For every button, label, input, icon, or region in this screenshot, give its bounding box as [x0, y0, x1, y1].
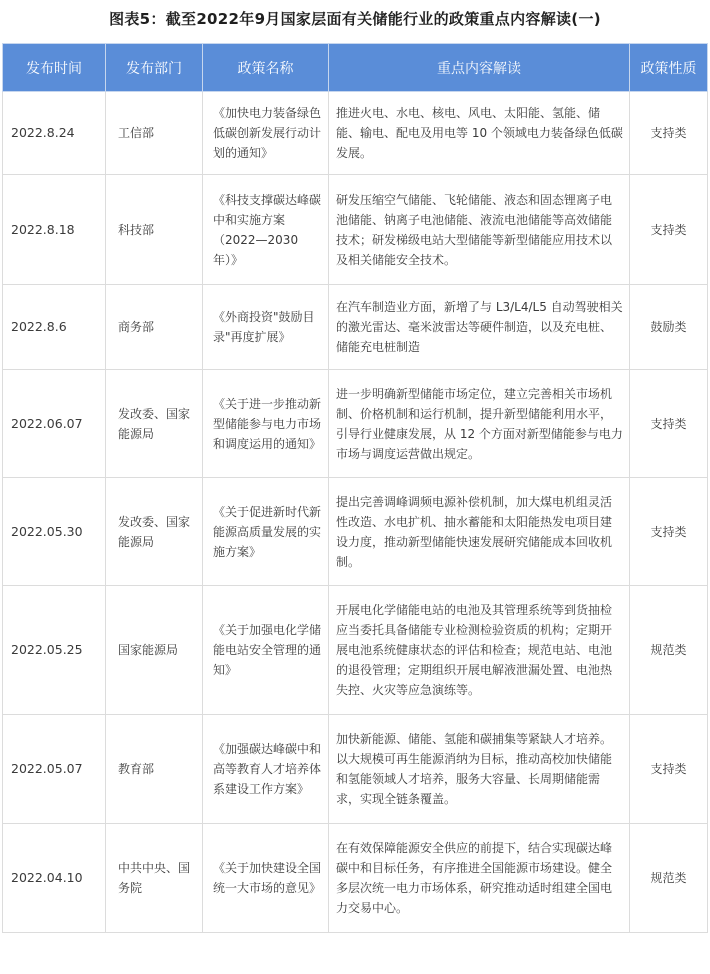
- cell-content: 进一步明确新型储能市场定位，建立完善相关市场机制、价格机制和运行机制，提升新型储能利用水平，引导行业健康发展，从 12 个方面对新型储能参与电力市场与调度运营做出规定。: [329, 370, 630, 478]
- table-row: [3, 824, 708, 933]
- cell-date: 2022.04.10: [3, 824, 106, 933]
- cell-date: 2022.06.07: [3, 370, 106, 478]
- cell-dept: 工信部: [106, 92, 203, 175]
- cell-dept: 教育部: [106, 715, 203, 824]
- table-row: [3, 478, 708, 586]
- cell-policy-name: 《加强碳达峰碳中和高等教育人才培养体系建设工作方案》: [203, 715, 329, 824]
- cell-policy-name: 《关于加快建设全国统一大市场的意见》: [203, 824, 329, 933]
- cell-dept: 发改委、国家能源局: [106, 478, 203, 586]
- cell-type: 支持类: [630, 715, 708, 824]
- cell-dept: 中共中央、国务院: [106, 824, 203, 933]
- cell-type: 鼓励类: [630, 285, 708, 370]
- cell-dept: 国家能源局: [106, 586, 203, 715]
- column-header-type: 政策性质: [630, 44, 708, 92]
- cell-content: 研发压缩空气储能、飞轮储能、液态和固态锂离子电池储能、钠离子电池储能、液流电池储能等高效储能技术；研发梯级电站大型储能等新型储能应用技术以及相关储能安全技术。: [329, 175, 630, 285]
- cell-content: 在汽车制造业方面，新增了与 L3/L4/L5 自动驾驶相关的激光雷达、毫米波雷达等硬件制造，以及充电桩、储能充电桩制造: [329, 285, 630, 370]
- table-title: 图表5：截至2022年9月国家层面有关储能行业的政策重点内容解读(一): [109, 10, 601, 28]
- column-header-content: 重点内容解读: [329, 44, 630, 92]
- table-header-row: [3, 44, 708, 92]
- cell-policy-name: 《科技支撑碳达峰碳中和实施方案（2022—2030年）》: [203, 175, 329, 285]
- table-row: [3, 175, 708, 285]
- cell-date: 2022.8.24: [3, 92, 106, 175]
- cell-type: 支持类: [630, 370, 708, 478]
- cell-date: 2022.05.25: [3, 586, 106, 715]
- cell-date: 2022.8.6: [3, 285, 106, 370]
- cell-type: 规范类: [630, 824, 708, 933]
- cell-type: 支持类: [630, 92, 708, 175]
- table-row: [3, 92, 708, 175]
- cell-date: 2022.8.18: [3, 175, 106, 285]
- cell-date: 2022.05.07: [3, 715, 106, 824]
- cell-dept: 发改委、国家能源局: [106, 370, 203, 478]
- cell-policy-name: 《加快电力装备绿色低碳创新发展行动计划的通知》: [203, 92, 329, 175]
- cell-policy-name: 《关于促进新时代新能源高质量发展的实施方案》: [203, 478, 329, 586]
- cell-dept: 科技部: [106, 175, 203, 285]
- cell-content: 加快新能源、储能、氢能和碳捕集等紧缺人才培养。以大规模可再生能源消纳为目标，推动高校加快储能和氢能领域人才培养，服务大容量、长周期储能需求，实现全链条覆盖。: [329, 715, 630, 824]
- cell-policy-name: 《关于进一步推动新型储能参与电力市场和调度运用的通知》: [203, 370, 329, 478]
- table-row: [3, 370, 708, 478]
- cell-type: 支持类: [630, 175, 708, 285]
- column-header-date: 发布时间: [3, 44, 106, 92]
- cell-dept: 商务部: [106, 285, 203, 370]
- policy-table: [2, 43, 708, 933]
- cell-content: 在有效保障能源安全供应的前提下，结合实现碳达峰碳中和目标任务，有序推进全国能源市场建设。健全多层次统一电力市场体系，研究推动适时组建全国电力交易中心。: [329, 824, 630, 933]
- cell-content: 提出完善调峰调频电源补偿机制，加大煤电机组灵活性改造、水电扩机、抽水蓄能和太阳能热发电项目建设力度，推动新型储能快速发展研究储能成本回收机制。: [329, 478, 630, 586]
- table-row: [3, 285, 708, 370]
- cell-content: 推进火电、水电、核电、风电、太阳能、氢能、储能、输电、配电及用电等 10 个领域电力装备绿色低碳发展。: [329, 92, 630, 175]
- table-row: [3, 715, 708, 824]
- column-header-name: 政策名称: [203, 44, 329, 92]
- cell-policy-name: 《关于加强电化学储能电站安全管理的通知》: [203, 586, 329, 715]
- cell-type: 支持类: [630, 478, 708, 586]
- cell-policy-name: 《外商投资"鼓励目录"再度扩展》: [203, 285, 329, 370]
- cell-date: 2022.05.30: [3, 478, 106, 586]
- table-row: [3, 586, 708, 715]
- cell-type: 规范类: [630, 586, 708, 715]
- column-header-dept: 发布部门: [106, 44, 203, 92]
- cell-content: 开展电化学储能电站的电池及其管理系统等到货抽检应当委托具备储能专业检测检验资质的机构；定期开展电池系统健康状态的评估和检查；规范电站、电池的退役管理；定期组织开展电解液泄漏处置、电池热失控、火灾等应急演练等。: [329, 586, 630, 715]
